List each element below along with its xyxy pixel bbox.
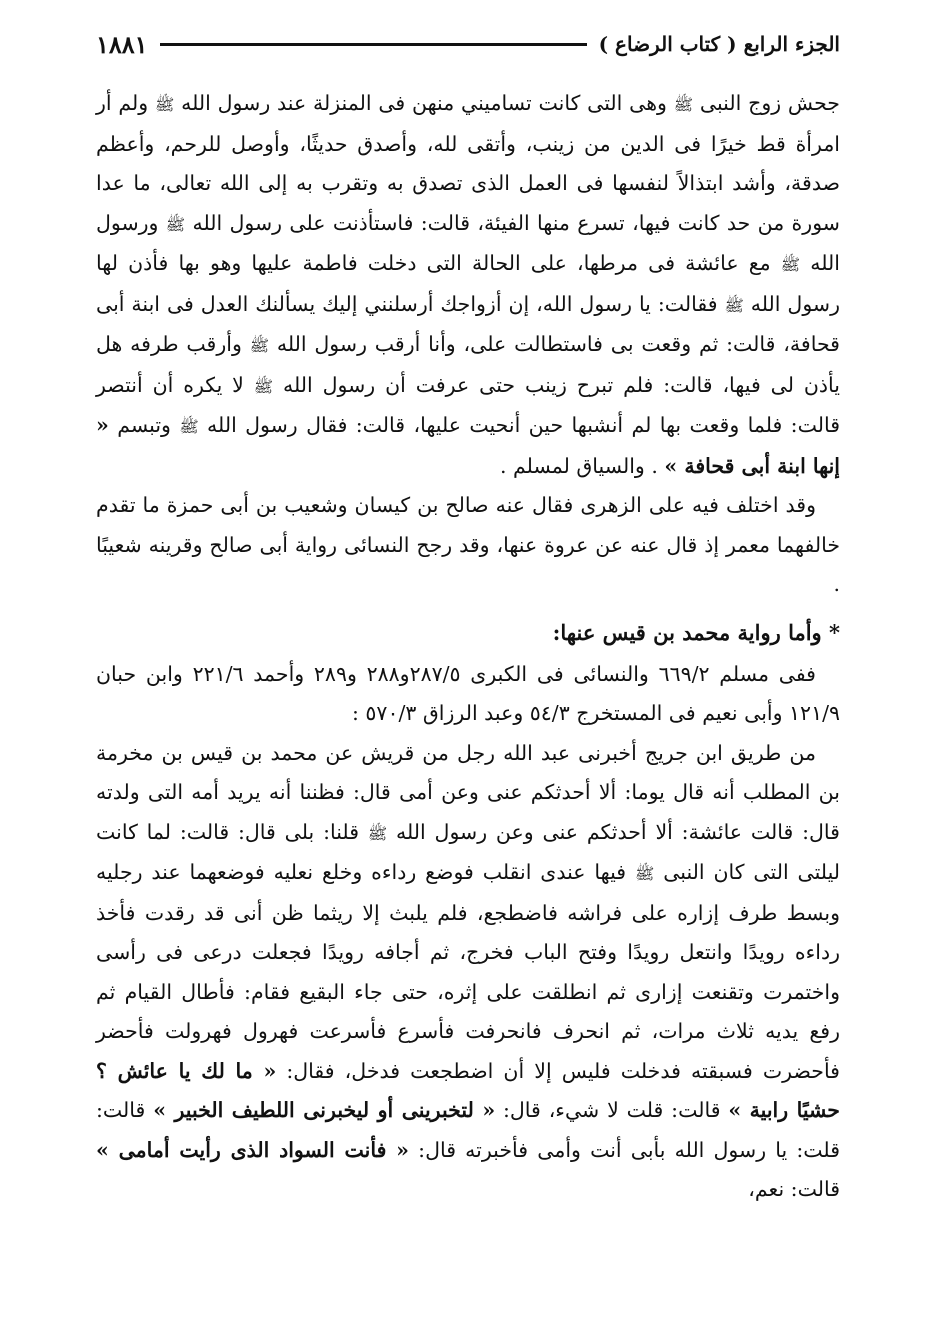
salawat-symbol: ﷺ bbox=[179, 417, 199, 436]
text-segment: جحش زوج النبى bbox=[699, 91, 840, 115]
text-segment: وهى التى كانت تساميني منهن فى المنزلة عند رسول الله bbox=[181, 91, 667, 115]
text-segment: قالت: نعم، bbox=[748, 1177, 840, 1201]
salawat-symbol: ﷺ bbox=[367, 823, 388, 843]
page-number: ١٨٨١ bbox=[96, 29, 148, 59]
paragraph-zuhri-disagreement: وقد اختلف فيه على الزهرى فقال عنه صالح بن كيسان وشعيب بن أبى حمزة ما تقدم خالفهما معمر إذ قال عنه عن عروة عنها، وقد رجح النسائى رواية أبى صالح وقرينه شعيبًا . bbox=[96, 493, 840, 596]
running-head: الجزء الرابع ( كتاب الرضاع ) bbox=[598, 32, 840, 56]
page-body bbox=[96, 84, 840, 1210]
salawat-symbol: ﷺ bbox=[165, 214, 186, 234]
text-segment: فيها عندى انقلب فوضع رداءه وخلع نعليه فوضعهما عند رجليه وبسط طرف إزاره على فراشه فاضطجع، فلم يلبث إلا ريثما ظن أنى قد رقدت فأخذ رداءه رويدًا وانتعل رويدًا وفتح الباب فخرج، ثم أجافه رويدًا فجعلت درعى فى رأسى واختمرت وتقنعت إزارى ثم انطلقت على إثره، حتى جاء البقيع فقام: فأطال القيام ثم رفع يديه ثلاث مرات، ثم انحرف فانحرفت فأسرع فأسرعت فهرول فهرولت فأحضر فأحضرت فسبقته فدخلت فليس إلا أن اضطجعت فدخل، فقال: bbox=[96, 860, 840, 1083]
text-segment: فقالت: يا رسول الله، إن أزواجك أرسلنني إليك يسألنك العدل فى ابنة أبى قحافة، قالت: ثم وقعت بى فاستطالت على، وأنا أرقب رسول الله bbox=[96, 291, 840, 356]
salawat-symbol: ﷺ bbox=[780, 255, 801, 274]
text-segment: وتبسم bbox=[117, 413, 171, 437]
salawat-symbol: ﷺ bbox=[155, 95, 175, 114]
hadith-quote: « فأنت السواد الذى رأيت أمامى » bbox=[96, 1137, 409, 1162]
text-segment: قالت: قلت لا شيء، قال: bbox=[503, 1098, 721, 1122]
hadith-quote: « لتخبرينى أو ليخبرنى اللطيف الخبير » bbox=[153, 1098, 496, 1122]
paragraph-ibn-jurayj-narration bbox=[96, 734, 840, 1210]
hadith-quote: « ما لك يا عائش ؟ حشيًا رابية » bbox=[96, 1058, 840, 1122]
page-header bbox=[96, 22, 840, 66]
text-segment: مع عائشة فى مرطها، على الحالة التى دخلت فاطمة عليها وهو بها فأذن لها رسول الله bbox=[96, 251, 840, 316]
hadith-quote: « إنها ابنة أبى قحافة » bbox=[96, 413, 840, 478]
text-segment: وأرقب طرفه هل يأذن لى فيها، قالت: فلم تبرح زينب حتى عرفت أن رسول الله bbox=[96, 332, 840, 397]
text-segment: من طريق ابن جريج أخبرنى عبد الله رجل من قريش عن محمد بن قيس بن مخرمة بن المطلب أنه قال يوما: ألا أحدثكم عنى وعن أمى قال: فظننا أنه يريد أمه التى ولدته قال: قالت عائشة: ألا أحدثكم عنى وعن رسول الله bbox=[96, 740, 840, 844]
header-rule bbox=[160, 43, 587, 46]
salawat-symbol: ﷺ bbox=[249, 336, 270, 355]
text-segment: قلنا: بلى قال: قالت: لما كانت ليلتى التى كان النبى bbox=[96, 819, 841, 884]
text-segment: ورسول الله bbox=[96, 210, 840, 275]
text-segment: لا يكره أن أنتصر قالت: فلما وقعت بها لم أنشبها حين أنحيت عليها، قالت: فقال رسول الله bbox=[96, 372, 840, 437]
paragraph-sources: ففى مسلم ٦٦٩/٢ والنسائى فى الكبرى ٢٨٧/٥و٢٨٨ و٢٨٩ وأحمد ٢٢١/٦ وابن حبان ١٢١/٩ وأبى نعيم فى المستخرج ٥٤/٣ وعبد الرزاق ٥٧٠/٣ : bbox=[96, 661, 840, 725]
salawat-symbol: ﷺ bbox=[724, 295, 744, 315]
salawat-symbol: ﷺ bbox=[634, 864, 655, 883]
text-segment: . والسياق لمسلم . bbox=[500, 453, 658, 478]
salawat-symbol: ﷺ bbox=[673, 95, 694, 114]
section-heading: * وأما رواية محمد بن قيس عنها: bbox=[552, 619, 840, 645]
paragraph-zainab-narration bbox=[96, 84, 840, 486]
text-segment: قالت: قلت: يا رسول الله بأبى أنت وأمى فأخبرته قال: bbox=[96, 1098, 840, 1162]
salawat-symbol: ﷺ bbox=[253, 376, 274, 396]
text-segment: ولم أر امرأة قط خيرًا فى الدين من زينب، وأتقى لله، وأصدق حديثًا، وأوصل للرحم، وأعظم صدقة، وأشد ابتذالاً لنفسها فى العمل الذى تصدق به وتقرب به إلى الله تعالى، ما عدا سورة من حد كانت فيها، تسرع منها الفيئة، قالت: فاستأذنت على رسول الله bbox=[96, 91, 840, 235]
